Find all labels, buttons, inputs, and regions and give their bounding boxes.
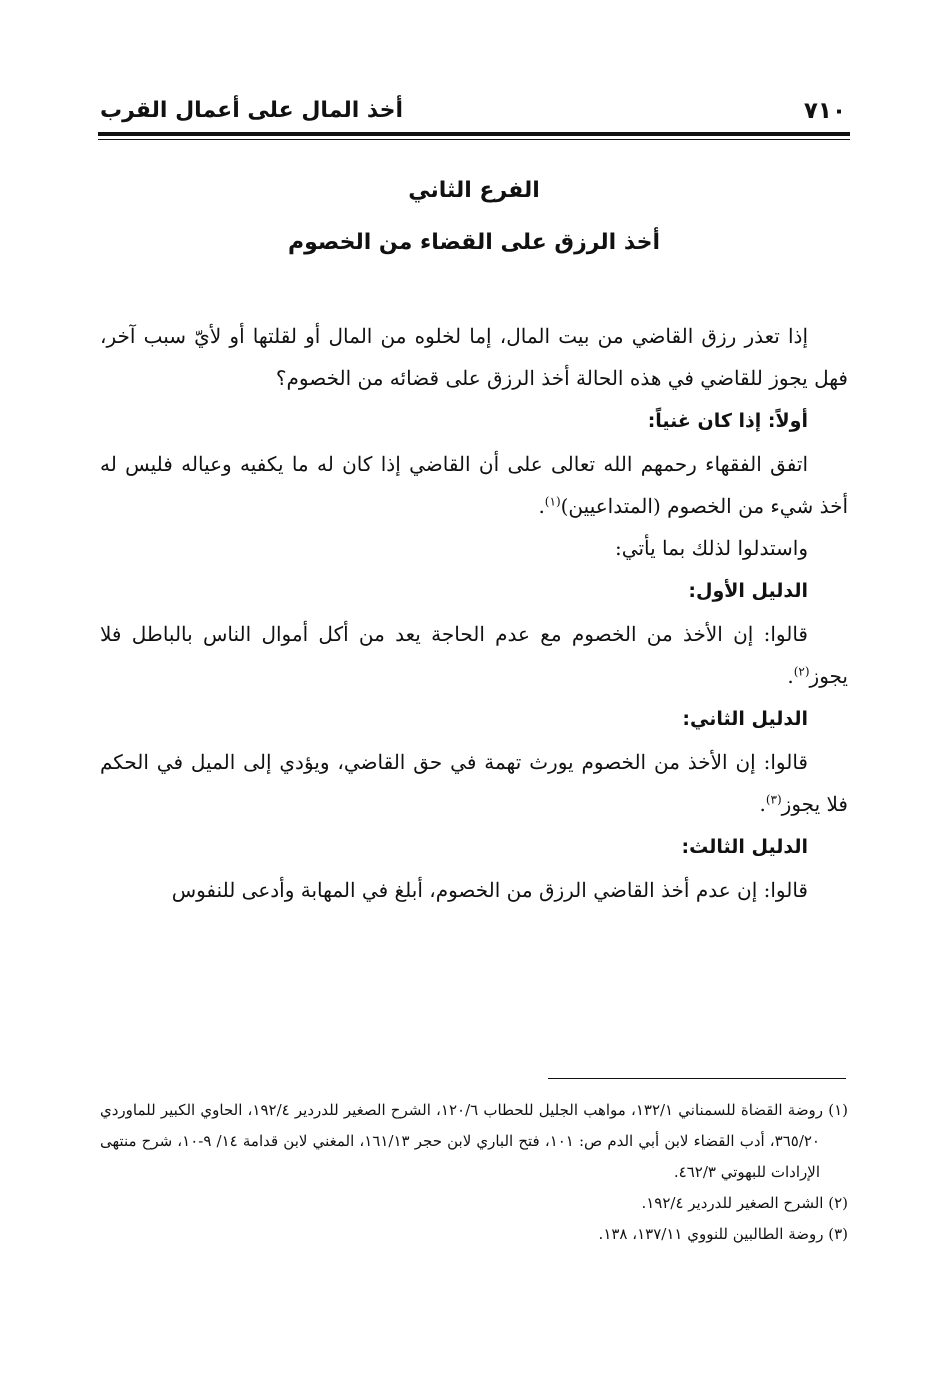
paragraph-text: اتفق الفقهاء رحمهم الله تعالى على أن القاضي إذا كان له ما يكفيه وعياله فليس له أخذ شيء من الخصوم (المتداعيين) bbox=[100, 452, 848, 518]
header-rule-thin bbox=[98, 139, 850, 140]
header-rule bbox=[98, 132, 850, 136]
paragraph-evidence-2 bbox=[100, 741, 848, 825]
footnote-3: (٣) روضة الطالبين للنووي ١٣٧/١١، ١٣٨. bbox=[598, 1225, 848, 1243]
paragraph-end: . bbox=[787, 664, 794, 688]
subheading-evidence-1: الدليل الأول: bbox=[688, 580, 808, 602]
footnote-ref-2: (٢) bbox=[793, 664, 810, 679]
subheading-first-case: أولاً: إذا كان غنياً: bbox=[647, 410, 808, 432]
footnote-2: (٢) الشرح الصغير للدردير ١٩٢/٤. bbox=[641, 1194, 848, 1212]
footnote-separator bbox=[548, 1078, 846, 1079]
paragraph-evidence-1 bbox=[100, 613, 848, 697]
footnotes bbox=[100, 1095, 848, 1250]
paragraph-text: قالوا: إن الأخذ من الخصوم يورث تهمة في حق القاضي، ويؤدي إلى الميل في الحكم فلا يجوز bbox=[100, 750, 848, 816]
footnote-1: (١) روضة القضاة للسمناني ١٣٢/١، مواهب الجليل للحطاب ١٢٠/٦، الشرح الصغير للدردير ١٩٢/٤، الحاوي الكبير للماوردي ٣٦٥/٢٠، أدب القضاء لابن أبي الدم ص: ١٠١، فتح الباري لابن حجر ١٦١/١٣، المغني لابن قدامة ١٤/ ٩-١٠، شرح منتهى الإرادات للبهوتي ٤٦٢/٣. bbox=[100, 1101, 848, 1181]
footnote-ref-3: (٣) bbox=[765, 792, 782, 807]
body-text bbox=[100, 315, 848, 911]
page-number: ٧١٠ bbox=[803, 98, 846, 124]
paragraph-end: . bbox=[538, 494, 545, 518]
paragraph-evidence-3: قالوا: إن عدم أخذ القاضي الرزق من الخصوم، أبلغ في المهابة وأدعى للنفوس bbox=[171, 878, 808, 902]
subheading-evidence-3: الدليل الثالث: bbox=[681, 836, 808, 858]
section-title: أخذ الرزق على القضاء من الخصوم bbox=[288, 230, 660, 255]
paragraph-text: قالوا: إن الأخذ من الخصوم مع عدم الحاجة يعد من أكل أموال الناس بالباطل فلا يجوز bbox=[100, 622, 848, 688]
running-header bbox=[100, 96, 848, 130]
paragraph-end: . bbox=[759, 792, 766, 816]
footnote-ref-1: (١) bbox=[544, 494, 561, 509]
subheading-evidence-2: الدليل الثاني: bbox=[682, 708, 808, 730]
section-heading: الفرع الثاني bbox=[408, 178, 540, 203]
paragraph-evidence-intro: واستدلوا لذلك بما يأتي: bbox=[615, 536, 808, 560]
paragraph-consensus bbox=[100, 443, 848, 527]
paragraph-intro: إذا تعذر رزق القاضي من بيت المال، إما لخلوه من المال أو لقلتها أو لأيّ سبب آخر، فهل يجوز للقاضي في هذه الحالة أخذ الرزق على قضائه من الخصوم؟ bbox=[100, 324, 848, 390]
running-title: أخذ المال على أعمال القرب bbox=[100, 98, 404, 123]
